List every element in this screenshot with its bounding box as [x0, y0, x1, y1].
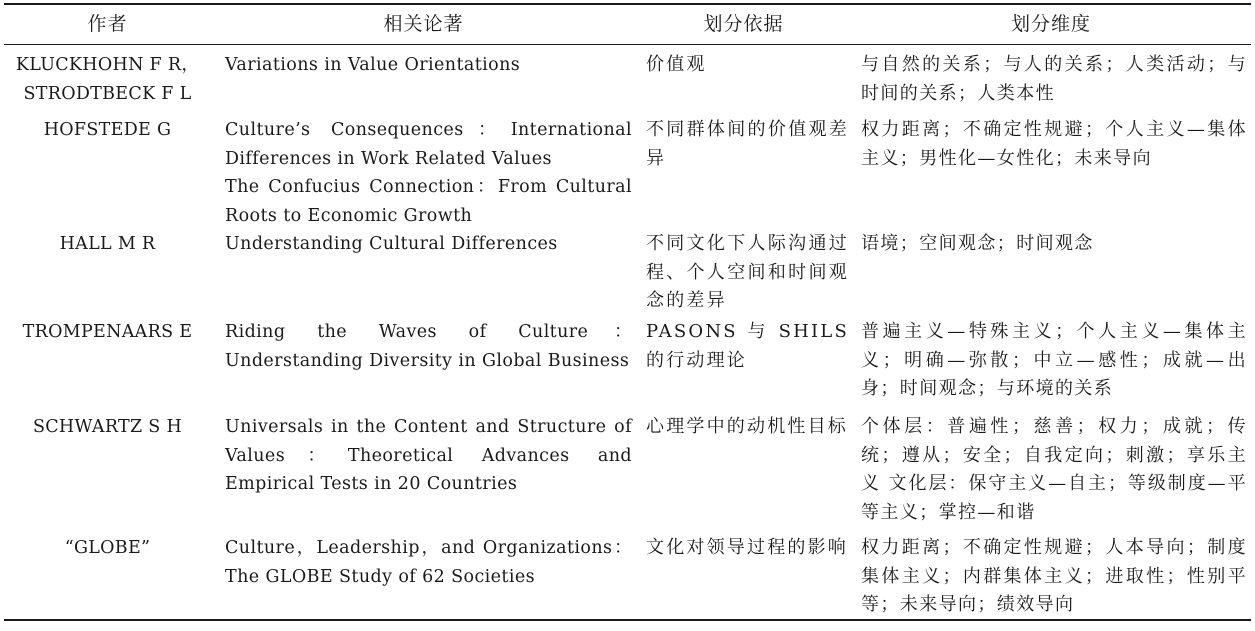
table-row [4, 45, 1251, 113]
basis-cell: 价值观 [646, 54, 707, 75]
work-title: Variations in Value Orientations [225, 55, 521, 75]
works-cell [211, 531, 636, 620]
table-row [4, 227, 1251, 315]
header-basis: 划分依据 [703, 13, 784, 36]
header-dimensions: 划分维度 [1010, 13, 1091, 36]
dimensions-cell: 权力距离；不确定性规避；个人主义—集体主义；男性化—女性化；未来导向 [861, 119, 1247, 169]
header-author: 作者 [87, 13, 128, 36]
works-cell [211, 48, 636, 113]
work-title: Riding the Waves of Culture：Understanding Diversity in Global Business [225, 322, 632, 371]
culture-dimensions-table [4, 3, 1251, 621]
table-row [4, 410, 1251, 531]
work-title: Universals in the Content and Structure of Values：Theoretical Advances and Empirical Tests in 20 Countries [225, 417, 632, 494]
basis-cell: 不同群体间的价值观差异 [646, 119, 849, 169]
table-row [4, 531, 1251, 619]
author-cell: HOFSTEDE G [43, 120, 172, 140]
work-title: Understanding Cultural Differences [225, 234, 558, 254]
works-cell [211, 410, 636, 531]
author-cell: HALL M R [59, 234, 156, 254]
work-title: The Confucius Connection：From Cultural Roots to Economic Growth [225, 177, 632, 226]
dimensions-cell: 个体层：普遍性；慈善；权力；成就；传统；遵从；安全；自我定向；刺激；享乐主义 文化层：保守主义—自主；等级制度—平等主义；掌控—和谐 [861, 416, 1247, 523]
basis-cell: PASONS 与 SHILS 的行动理论 [646, 321, 849, 371]
works-cell [211, 227, 636, 316]
table-row [4, 315, 1251, 410]
author-cell: “GLOBE” [64, 538, 151, 558]
table-row [4, 113, 1251, 227]
author-cell: SCHWARTZ S H [32, 417, 183, 437]
table-header-row [4, 5, 1251, 44]
basis-cell: 不同文化下人际沟通过程、个人空间和时间观念的差异 [646, 233, 849, 311]
dimensions-cell: 语境；空间观念；时间观念 [861, 233, 1094, 254]
author-cell: KLUCKHOHN F R，STRODTBECK F L [15, 55, 200, 104]
dimensions-cell: 普遍主义—特殊主义；个人主义—集体主义；明确—弥散；中立—感性；成就—出身；时间观念；与环境的关系 [861, 321, 1247, 399]
header-works: 相关论著 [383, 13, 464, 36]
works-cell [211, 315, 636, 410]
work-title: Culture，Leadership，and Organizations：The GLOBE Study of 62 Societies [225, 538, 632, 587]
dimensions-cell: 与自然的关系；与人的关系；人类活动；与时间的关系；人类本性 [861, 54, 1247, 104]
author-cell: TROMPENAARS E [22, 322, 193, 342]
basis-cell: 心理学中的动机性目标 [646, 416, 848, 437]
work-title: Culture’s Consequences：International Differences in Work Related Values [225, 120, 632, 169]
dimensions-cell: 权力距离；不确定性规避；人本导向；制度集体主义；内群集体主义；进取性；性别平等；未来导向；绩效导向 [861, 537, 1247, 615]
basis-cell: 文化对领导过程的影响 [646, 537, 848, 558]
works-cell [211, 113, 636, 230]
